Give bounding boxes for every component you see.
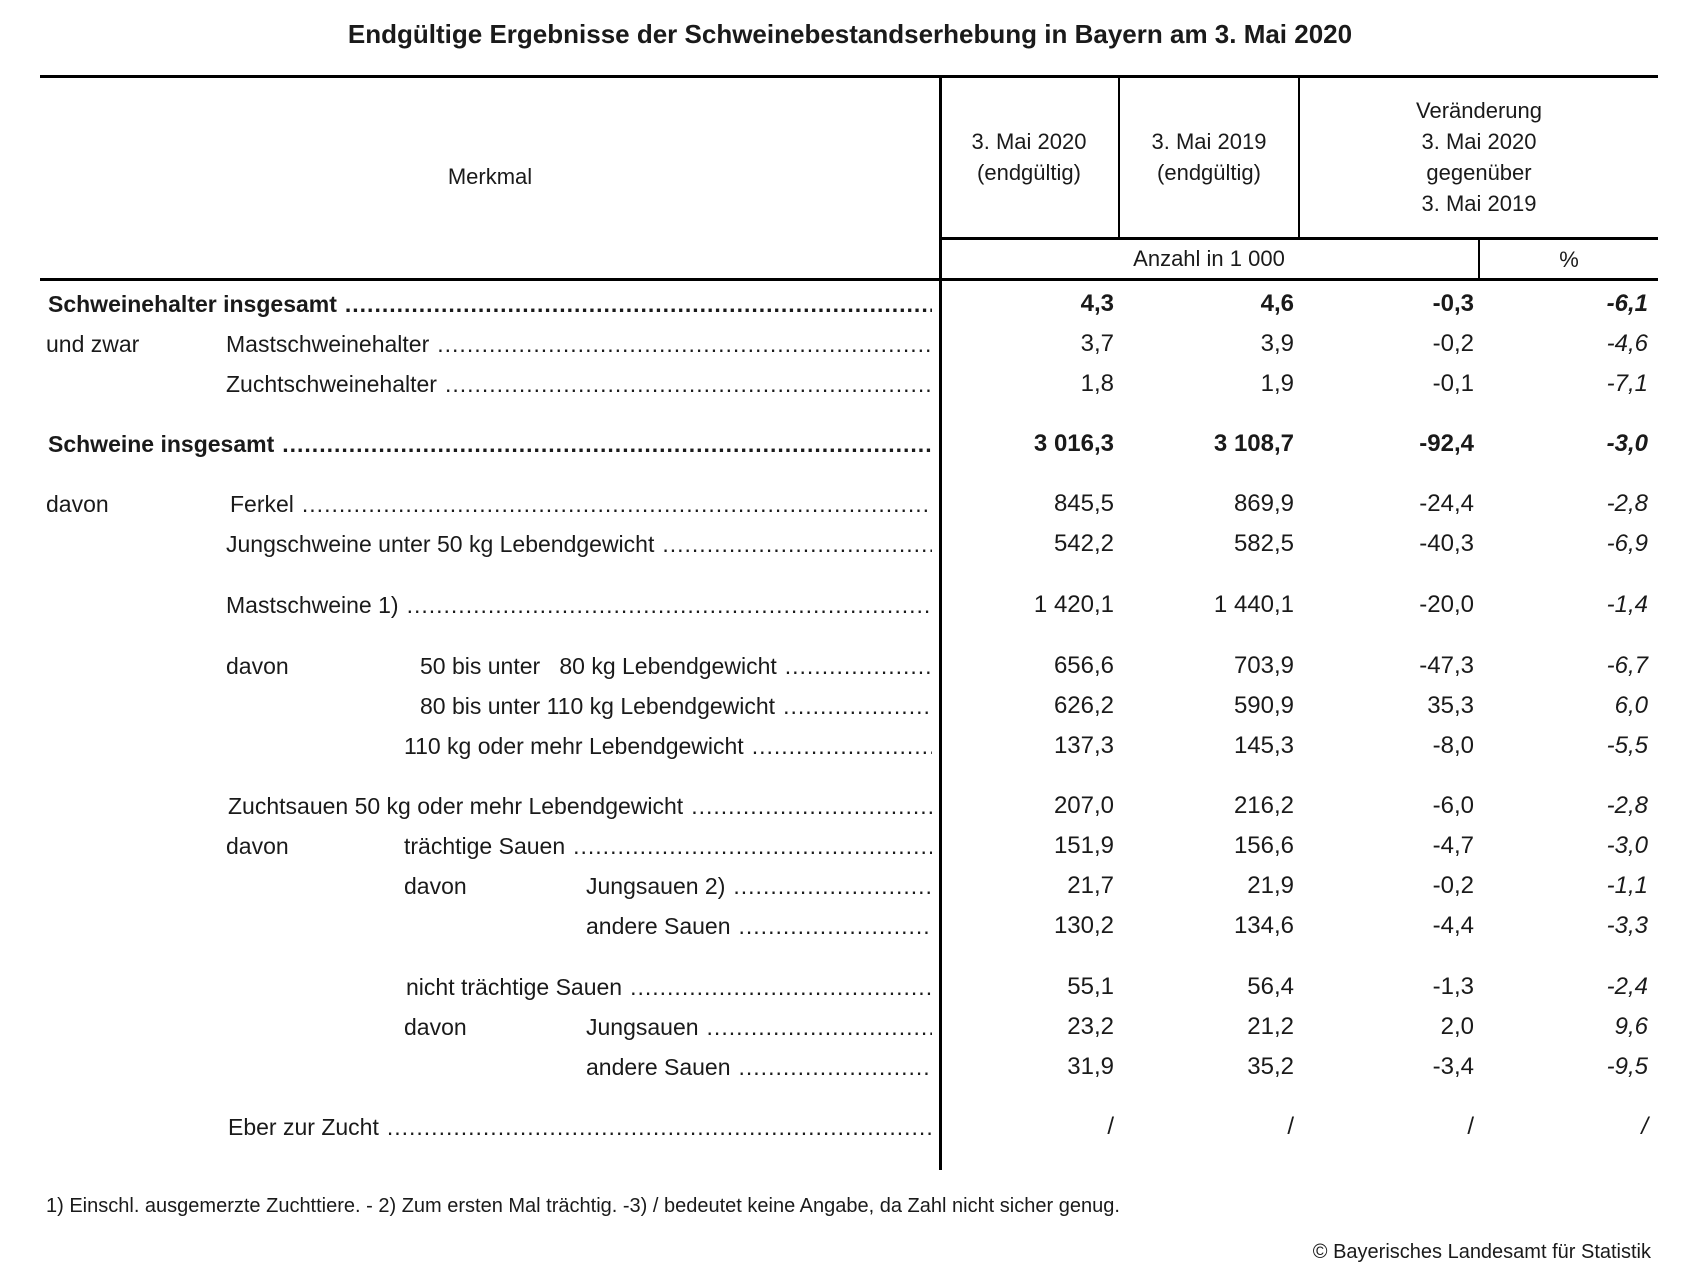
header-col-2020-line1: 3. Mai 2020	[971, 129, 1087, 154]
leader-dots	[407, 588, 932, 622]
table-row	[0, 909, 1687, 943]
value-2019: 3 108,7	[1213, 430, 1294, 457]
leader-dots	[733, 869, 932, 903]
value-2020: 3,7	[1080, 330, 1114, 357]
leader-dots	[630, 970, 932, 1004]
value-change-pct: -6,9	[1606, 530, 1648, 557]
value-change-abs: -92,4	[1419, 430, 1474, 457]
row-label-group	[404, 729, 932, 763]
table-row	[0, 1110, 1687, 1144]
leader-dots	[707, 1010, 932, 1044]
value-2019: 216,2	[1233, 792, 1294, 819]
leader-dots	[282, 427, 932, 461]
value-2019: 145,3	[1233, 732, 1294, 759]
leader-dots	[437, 327, 932, 361]
value-2020: /	[1107, 1113, 1114, 1140]
leader-dots	[739, 909, 932, 943]
value-2019: 21,9	[1247, 872, 1294, 899]
value-2020: 4,3	[1080, 290, 1114, 317]
row-label-group	[226, 527, 932, 561]
value-change-pct: 6,0	[1614, 692, 1648, 719]
row-sub-prefix: davon	[226, 653, 289, 679]
value-change-pct: -1,4	[1606, 591, 1648, 618]
value-change-abs: -0,3	[1432, 290, 1474, 317]
leader-dots	[783, 689, 932, 723]
value-change-abs: 35,3	[1427, 692, 1474, 719]
value-2020: 21,7	[1067, 872, 1114, 899]
value-change-abs: -40,3	[1419, 530, 1474, 557]
leader-dots	[739, 1050, 932, 1084]
value-2019: 3,9	[1260, 330, 1294, 357]
value-2020: 656,6	[1053, 652, 1114, 679]
value-change-pct: -5,5	[1606, 732, 1648, 759]
header-col-change-line3: gegenüber	[1426, 160, 1532, 185]
row-label-group	[48, 427, 932, 461]
header-col-2019	[1120, 126, 1298, 188]
value-2020: 1 420,1	[1033, 591, 1114, 618]
unit-count: Anzahl in 1 000	[1133, 246, 1285, 271]
table-row	[0, 588, 1687, 622]
row-label-group	[226, 327, 932, 361]
leader-dots	[387, 1110, 932, 1144]
page-title: Endgültige Ergebnisse der Schweinebestandserhebung in Bayern am 3. Mai 2020	[347, 19, 1353, 49]
row-label-group	[586, 869, 932, 903]
value-2020: 207,0	[1053, 792, 1114, 819]
value-2019: 4,6	[1260, 290, 1294, 317]
row-label-group	[226, 367, 932, 401]
value-change-pct: -6,1	[1606, 290, 1648, 317]
leader-dots	[785, 649, 932, 683]
table-row	[0, 869, 1687, 903]
header-col-2020	[940, 126, 1118, 188]
leader-dots	[302, 487, 932, 521]
row-label: Schweinehalter insgesamt	[48, 291, 337, 317]
value-2019: 1 440,1	[1213, 591, 1294, 618]
table-row	[0, 1010, 1687, 1044]
value-change-abs: -0,1	[1432, 370, 1474, 397]
row-label: 80 bis unter 110 kg Lebendgewicht	[420, 693, 776, 719]
label-column-divider	[939, 75, 942, 1170]
row-label: Ferkel	[230, 491, 294, 517]
row-label: Jungsauen	[586, 1014, 699, 1040]
value-2020: 1,8	[1080, 370, 1114, 397]
value-2019: 869,9	[1233, 490, 1294, 517]
value-change-pct: -4,6	[1606, 330, 1648, 357]
table-row	[0, 649, 1687, 683]
row-label: Jungschweine unter 50 kg Lebendgewicht	[226, 531, 655, 557]
row-label: Mastschweine 1)	[226, 592, 399, 618]
value-change-abs: -8,0	[1432, 732, 1474, 759]
leader-dots	[691, 789, 932, 823]
value-change-pct: -3,3	[1606, 912, 1648, 939]
value-2019: 582,5	[1233, 530, 1294, 557]
row-label-group	[420, 649, 932, 683]
value-2019: 134,6	[1233, 912, 1294, 939]
value-2020: 31,9	[1067, 1053, 1114, 1080]
value-2020: 3 016,3	[1033, 430, 1114, 457]
row-label-group	[586, 909, 932, 943]
value-2019: 156,6	[1233, 832, 1294, 859]
header-col-2019-line2: (endgültig)	[1157, 160, 1261, 185]
value-change-abs: /	[1467, 1113, 1474, 1140]
value-2020: 23,2	[1067, 1013, 1114, 1040]
row-label-group	[226, 588, 932, 622]
row-prefix: davon	[46, 491, 109, 517]
value-2020: 626,2	[1053, 692, 1114, 719]
table-row	[0, 527, 1687, 561]
row-label: nicht trächtige Sauen	[406, 974, 623, 1000]
value-change-abs: -3,4	[1432, 1053, 1474, 1080]
row-label: Zuchtsauen 50 kg oder mehr Lebendgewicht	[228, 793, 684, 819]
leader-dots	[445, 367, 932, 401]
header-col-2019-line1: 3. Mai 2019	[1151, 129, 1267, 154]
value-change-abs: -6,0	[1432, 792, 1474, 819]
value-2020: 845,5	[1053, 490, 1114, 517]
value-2019: /	[1287, 1113, 1294, 1140]
value-change-abs: -4,4	[1432, 912, 1474, 939]
table-row	[0, 487, 1687, 521]
row-label: Eber zur Zucht	[228, 1114, 379, 1140]
value-change-abs: 2,0	[1440, 1013, 1474, 1040]
table-top-rule	[40, 75, 1658, 78]
row-label-group	[228, 1110, 932, 1144]
table-row	[0, 789, 1687, 823]
footnote: 1) Einschl. ausgemerzte Zuchttiere. - 2) Zum ersten Mal trächtig. -3) / bedeutet keine Angabe, da Zahl nicht sicher genug.	[46, 1195, 1120, 1217]
value-change-pct: 9,6	[1614, 1013, 1648, 1040]
value-change-pct: -2,8	[1606, 792, 1648, 819]
row-label: andere Sauen	[586, 1054, 731, 1080]
value-2019: 35,2	[1247, 1053, 1294, 1080]
row-label: 50 bis unter 80 kg Lebendgewicht	[420, 653, 777, 679]
row-label-group	[420, 689, 932, 723]
row-sub-prefix: davon	[404, 1014, 467, 1040]
row-label: Mastschweinehalter	[226, 331, 430, 357]
row-label-group	[228, 789, 932, 823]
table-row	[0, 427, 1687, 461]
value-2020: 55,1	[1067, 973, 1114, 1000]
row-label: 110 kg oder mehr Lebendgewicht	[404, 733, 744, 759]
header-bottom-rule	[40, 278, 1658, 281]
value-change-abs: -0,2	[1432, 330, 1474, 357]
value-change-abs: -47,3	[1419, 652, 1474, 679]
row-label: trächtige Sauen	[404, 833, 566, 859]
header-col-2020-line2: (endgültig)	[977, 160, 1081, 185]
header-col-change-line2: 3. Mai 2020	[1421, 129, 1537, 154]
value-change-abs: -20,0	[1419, 591, 1474, 618]
header-col-change-line4: 3. Mai 2019	[1421, 191, 1537, 216]
value-2019: 703,9	[1233, 652, 1294, 679]
table-row	[0, 689, 1687, 723]
leader-dots	[573, 829, 932, 863]
value-change-abs: -24,4	[1419, 490, 1474, 517]
row-prefix: und zwar	[46, 331, 140, 357]
value-2019: 590,9	[1233, 692, 1294, 719]
value-change-pct: -1,1	[1606, 872, 1648, 899]
row-label: Zuchtschweinehalter	[226, 371, 437, 397]
value-change-pct: -3,0	[1606, 832, 1648, 859]
table-row	[0, 970, 1687, 1004]
table-row	[0, 367, 1687, 401]
value-change-pct: -2,4	[1606, 973, 1648, 1000]
row-label: Jungsauen 2)	[586, 873, 726, 899]
value-2020: 130,2	[1053, 912, 1114, 939]
value-change-abs: -1,3	[1432, 973, 1474, 1000]
value-change-pct: -2,8	[1606, 490, 1648, 517]
row-label-group	[406, 970, 932, 1004]
value-2020: 151,9	[1053, 832, 1114, 859]
value-change-abs: -0,2	[1432, 872, 1474, 899]
unit-percent: %	[1559, 247, 1579, 272]
row-label-group	[48, 287, 932, 321]
copyright: © Bayerisches Landesamt für Statistik	[1312, 1241, 1651, 1263]
table-row	[0, 327, 1687, 361]
header-col-change-line1: Veränderung	[1416, 98, 1542, 123]
table-row	[0, 287, 1687, 321]
value-change-pct: /	[1641, 1113, 1648, 1140]
row-label: Schweine insgesamt	[48, 431, 275, 457]
row-label: andere Sauen	[586, 913, 731, 939]
row-label-group	[230, 487, 932, 521]
header-merkmal: Merkmal	[447, 164, 533, 189]
row-label-group	[404, 829, 932, 863]
value-2020: 542,2	[1053, 530, 1114, 557]
value-2019: 21,2	[1247, 1013, 1294, 1040]
value-2020: 137,3	[1053, 732, 1114, 759]
table-row	[0, 1050, 1687, 1084]
value-change-abs: -4,7	[1432, 832, 1474, 859]
row-sub-prefix: davon	[226, 833, 289, 859]
table-row	[0, 729, 1687, 763]
value-change-pct: -7,1	[1606, 370, 1648, 397]
leader-dots	[662, 527, 932, 561]
value-change-pct: -3,0	[1606, 430, 1648, 457]
header-col-change	[1300, 95, 1658, 219]
value-change-pct: -9,5	[1606, 1053, 1648, 1080]
table-row	[0, 829, 1687, 863]
leader-dots	[752, 729, 932, 763]
value-change-pct: -6,7	[1606, 652, 1648, 679]
row-sub-prefix: davon	[404, 873, 467, 899]
row-label-group	[586, 1050, 932, 1084]
value-2019: 1,9	[1260, 370, 1294, 397]
row-label-group	[586, 1010, 932, 1044]
leader-dots	[345, 287, 932, 321]
value-2019: 56,4	[1247, 973, 1294, 1000]
